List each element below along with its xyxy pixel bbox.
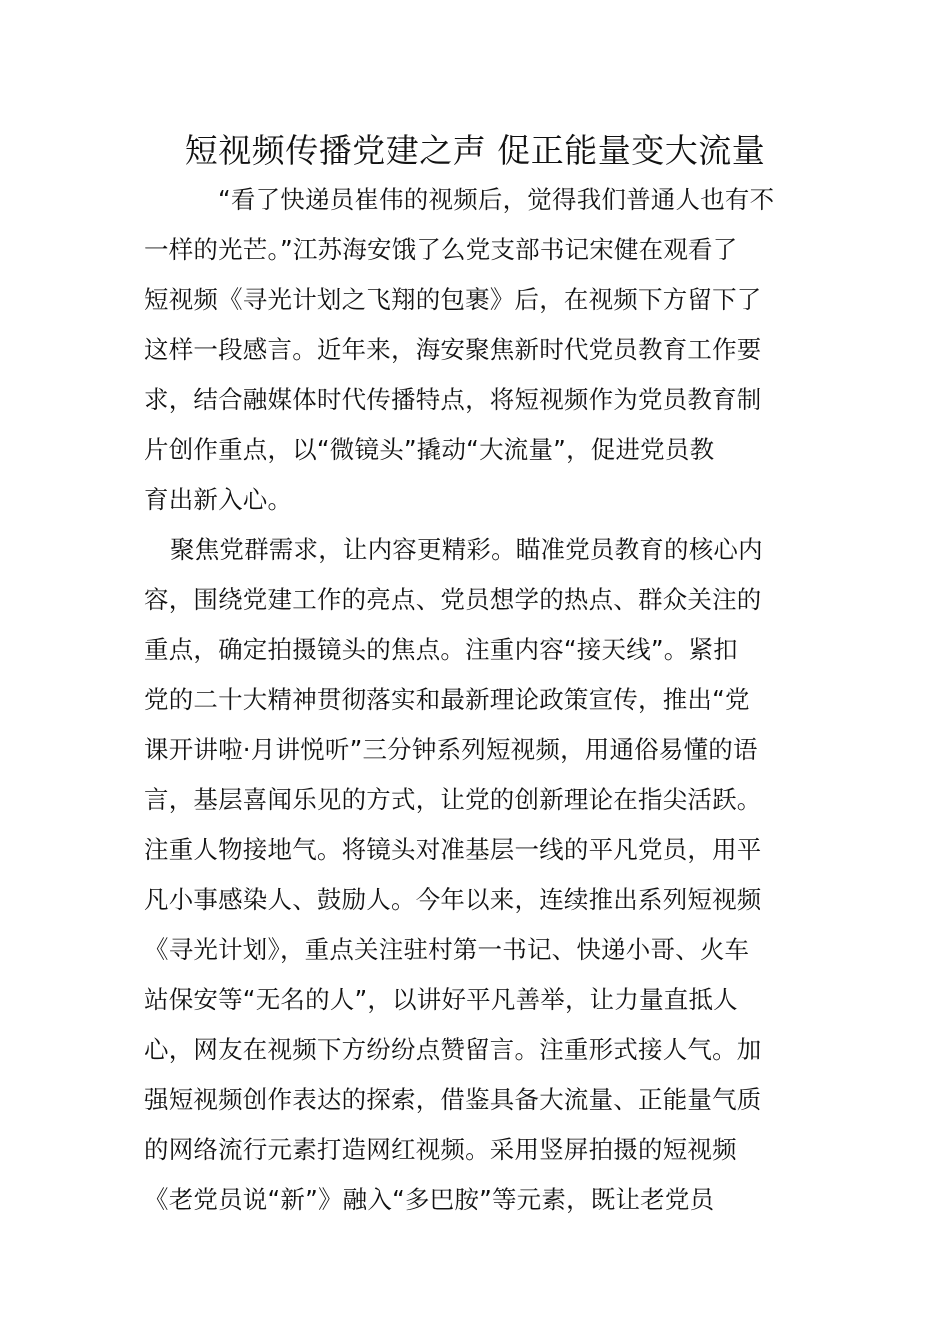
paragraph-2-line-1: 聚焦党群需求，让内容更精彩。瞄准党员教育的核心内 bbox=[170, 535, 763, 564]
paragraph-2-line-6: 言，基层喜闻乐见的方式，让党的创新理论在指尖活跃。 bbox=[144, 785, 762, 814]
paragraph-2-line-11: 心，网友在视频下方纷纷点赞留言。注重形式接人气。加 bbox=[144, 1035, 762, 1064]
paragraph-1-line-1: “看了快递员崔伟的视频后，觉得我们普通人也有不 bbox=[218, 185, 775, 214]
paragraph-2-line-5: 课开讲啦·月讲悦听”三分钟系列短视频，用通俗易懂的语 bbox=[144, 735, 758, 764]
paragraph-1-line-3: 短视频《寻光计划之飞翔的包裹》后，在视频下方留下了 bbox=[144, 285, 762, 314]
paragraph-2-line-7: 注重人物接地气。将镜头对准基层一线的平凡党员，用平 bbox=[144, 835, 762, 864]
document-title: 短视频传播党建之声 促正能量变大流量 bbox=[184, 131, 766, 170]
paragraph-1-line-7: 育出新入心。 bbox=[144, 485, 293, 514]
paragraph-1-line-6: 片创作重点，以“微镜头”撬动“大流量”，促进党员教 bbox=[144, 435, 715, 464]
paragraph-1-line-4: 这样一段感言。近年来，海安聚焦新时代党员教育工作要 bbox=[144, 335, 762, 364]
paragraph-2-line-3: 重点，确定拍摄镜头的焦点。注重内容“接天线”。紧扣 bbox=[144, 635, 738, 664]
paragraph-2-line-14: 《老党员说“新”》融入“多巴胺”等元素，既让老党员 bbox=[144, 1185, 715, 1214]
paragraph-2-line-4: 党的二十大精神贯彻落实和最新理论政策宣传，推出“党 bbox=[144, 685, 750, 714]
paragraph-2-line-8: 凡小事感染人、鼓励人。今年以来，连续推出系列短视频 bbox=[144, 885, 762, 914]
paragraph-2-line-10: 站保安等“无名的人”，以讲好平凡善举，让力量直抵人 bbox=[144, 985, 738, 1014]
paragraph-2-line-13: 的网络流行元素打造网红视频。采用竖屏拍摄的短视频 bbox=[144, 1135, 737, 1164]
paragraph-2-line-9: 《寻光计划》，重点关注驻村第一书记、快递小哥、火车 bbox=[144, 935, 750, 964]
paragraph-1-line-2: 一样的光芒。”江苏海安饿了么党支部书记宋健在观看了 bbox=[144, 235, 738, 264]
paragraph-2-line-2: 容，围绕党建工作的亮点、党员想学的热点、群众关注的 bbox=[144, 585, 762, 614]
paragraph-1-line-5: 求，结合融媒体时代传播特点，将短视频作为党员教育制 bbox=[144, 385, 762, 414]
paragraph-2-line-12: 强短视频创作表达的探索，借鉴具备大流量、正能量气质 bbox=[144, 1085, 762, 1114]
